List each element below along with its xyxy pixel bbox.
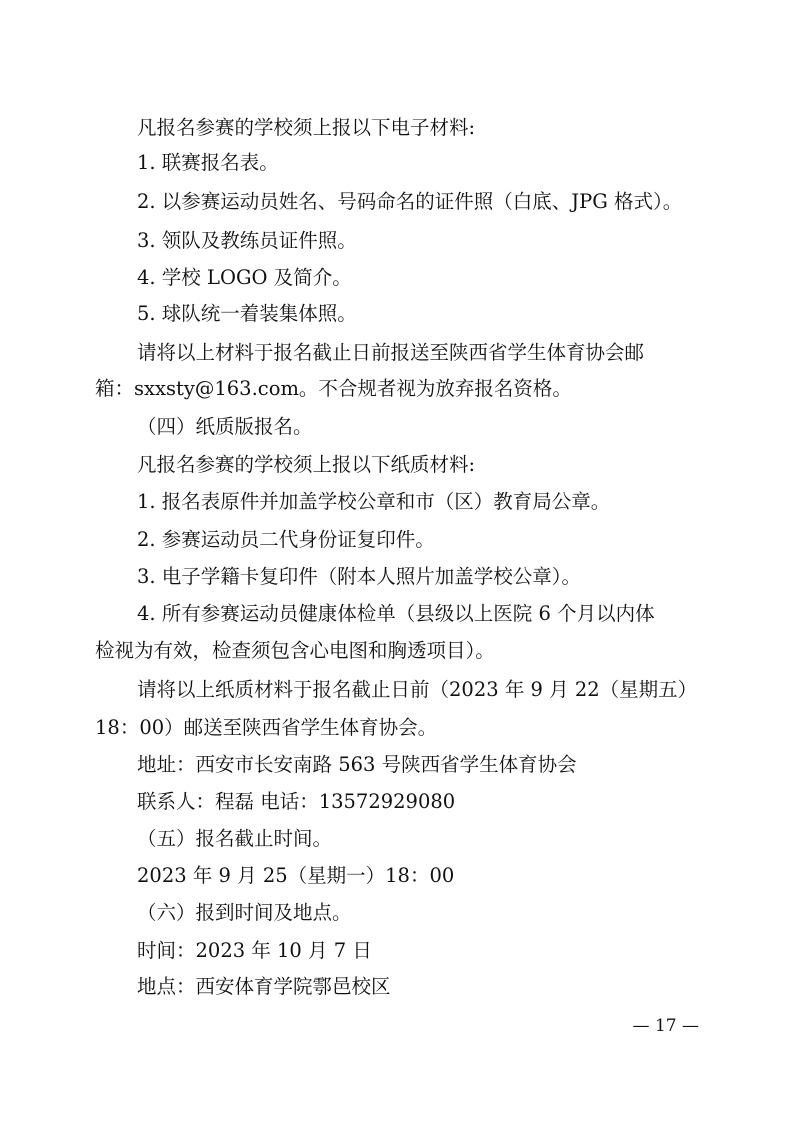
list-item-paper-2: 2. 参赛运动员二代身份证复印件。 — [137, 528, 435, 551]
contact-line: 联系人：程磊 电话：13572929080 — [137, 790, 456, 813]
paragraph-email-line-1: 请将以上材料于报名截止日前报送至陕西省学生体育协会邮 — [137, 341, 645, 364]
section-heading-paper-registration: （四）纸质版报名。 — [137, 415, 313, 438]
check-in-time: 时间：2023 年 10 月 7 日 — [137, 939, 372, 962]
paragraph-electronic-intro: 凡报名参赛的学校须上报以下电子材料: — [137, 116, 476, 139]
list-item-paper-3: 3. 电子学籍卡复印件（附本人照片加盖学校公章）。 — [137, 565, 582, 588]
list-item-paper-1: 1. 报名表原件并加盖学校公章和市（区）教育局公章。 — [137, 490, 611, 513]
list-item-electronic-4: 4. 学校 LOGO 及简介。 — [137, 266, 352, 289]
section-heading-deadline: （五）报名截止时间。 — [137, 827, 333, 850]
paragraph-paper-intro: 凡报名参赛的学校须上报以下纸质材料: — [137, 453, 476, 476]
deadline-date: 2023 年 9 月 25（星期一）18：00 — [137, 864, 455, 887]
page-number: — 17 — — [632, 1016, 699, 1036]
list-item-electronic-2: 2. 以参赛运动员姓名、号码命名的证件照（白底、JPG 格式）。 — [137, 190, 683, 213]
list-item-paper-4-line-1: 4. 所有参赛运动员健康体检单（县级以上医院 6 个月以内体 — [137, 602, 655, 625]
paragraph-mail-deadline-line-2: 18：00）邮送至陕西省学生体育协会。 — [95, 716, 438, 739]
list-item-electronic-5: 5. 球队统一着装集体照。 — [137, 302, 357, 325]
section-heading-check-in: （六）报到时间及地点。 — [137, 901, 352, 924]
list-item-electronic-3: 3. 领队及教练员证件照。 — [137, 229, 357, 252]
paragraph-mail-deadline-line-1: 请将以上纸质材料于报名截止日前（2023 年 9 月 22（星期五） — [137, 678, 698, 701]
list-item-electronic-1: 1. 联赛报名表。 — [137, 151, 279, 174]
check-in-location: 地点：西安体育学院鄠邑校区 — [137, 975, 391, 998]
list-item-paper-4-line-2: 检视为有效，检查须包含心电图和胸透项目）。 — [95, 639, 495, 662]
paragraph-email-line-2: 箱：sxxsty@163.com。不合规者视为放弃报名资格。 — [95, 377, 572, 400]
address-line: 地址：西安市长安南路 563 号陕西省学生体育协会 — [137, 753, 577, 776]
